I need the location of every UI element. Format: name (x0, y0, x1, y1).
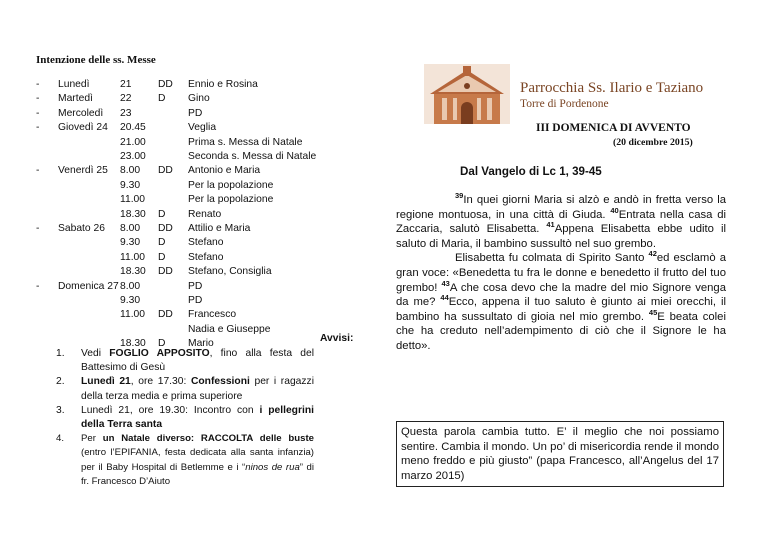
schedule-time: 23 (120, 107, 132, 119)
schedule-intention: Mario (188, 338, 214, 350)
schedule-day: Domenica 27 (58, 280, 119, 292)
verse-number: 45 (648, 307, 658, 317)
parish-name: Parrocchia Ss. Ilario e Taziano (520, 80, 704, 96)
verse-number: 43 (441, 278, 450, 288)
schedule-intention: Prima s. Messa di Natale (188, 136, 303, 148)
schedule-time: 22 (120, 93, 132, 105)
schedule-intention: Renato (188, 208, 222, 220)
schedule-dash: - (36, 280, 40, 292)
item-number: 2. (56, 376, 65, 388)
schedule-cel: D (158, 208, 166, 220)
schedule-day: Giovedì 24 (58, 122, 108, 134)
verse-number: 39 (455, 191, 464, 201)
schedule-intention: Per la popolazione (188, 194, 274, 206)
schedule-intention: Attilio e Maria (188, 223, 251, 234)
bulletin-date: (20 dicembre 2015) (613, 137, 693, 148)
schedule-intention: Stefano (188, 237, 224, 249)
schedule-dash: - (36, 223, 40, 234)
schedule-day: Martedì (58, 93, 93, 105)
gospel-paragraph (396, 193, 726, 251)
list-item: 3. Lunedì 21, ore 19.30: Incontro con i pellegrini della Terra santa (56, 404, 314, 431)
schedule-time: 23.00 (120, 151, 146, 162)
schedule-time: 11.00 (120, 309, 146, 321)
schedule-time: 11.00 (120, 194, 146, 206)
schedule-cel: DD (158, 223, 173, 234)
schedule-intention: PD (188, 107, 203, 119)
gospel-text (396, 193, 726, 354)
schedule-cel: DD (158, 165, 173, 177)
schedule-intention: PD (188, 295, 203, 306)
verse-text: In quei giorni Maria si alzò e andò in fretta verso la regione montuosa, in una città di Giuda. (396, 194, 726, 221)
verse-text: ed esclamò a gran voce: «Benedetta tu fra le donne e benedetto il frutto del tuo grembo! (396, 252, 726, 294)
item-number: 1. (56, 348, 65, 359)
gospel-paragraph (396, 251, 726, 353)
gospel-title: Dal Vangelo di Lc 1, 39-45 (460, 165, 602, 178)
schedule-intention: Seconda s. Messa di Natale (188, 151, 317, 162)
verse-text: Appena Elisabetta ebbe udito il saluto di Maria, il bambino sussultò nel suo grembo. (396, 223, 726, 250)
schedule-time: 20.45 (120, 122, 146, 134)
schedule-time: 21 (120, 79, 132, 90)
quote-box: Questa parola cambia tutto. E’ il meglio che noi possiamo sentire. Cambia il mondo. Un po’ di misericordia rende il mondo meno freddo e più giusto” (papa Francesco, all’Angelus del 17 marzo 2015) (396, 421, 724, 487)
schedule-dash: - (36, 93, 40, 105)
verse-text: A che cosa devo che la madre del mio Signore venga da me? (396, 281, 726, 309)
schedule-dash: - (36, 107, 40, 119)
schedule-day: Sabato 26 (58, 223, 105, 234)
schedule-cel: D (158, 93, 166, 105)
schedule-cel: D (158, 338, 166, 350)
schedule-time: 18.30 (120, 338, 146, 350)
schedule-dash: - (36, 165, 40, 177)
schedule-intention: Nadia e Giuseppe (188, 323, 271, 335)
schedule-intention: Stefano (188, 251, 224, 263)
liturgical-day: III DOMENICA DI AVVENTO (536, 122, 691, 134)
list-item: 1. Vedi FOGLIO APPOSITO, fino alla festa del Battesimo di Gesù (56, 348, 314, 374)
list-item: 4. Per un Natale diverso: RACCOLTA delle buste (entro l’EPIFANIA, festa dedicata alla santa infanzia) per il Baby Hospital di Betlemme e i “ninos de rua” di fr. Francesco D’Aiuto (56, 433, 314, 487)
schedule-dash: - (36, 122, 40, 134)
list-item: 2. Lunedì 21, ore 17.30: Confessioni per i ragazzi della terza media e prima superiore (56, 376, 314, 402)
avvisi-list (36, 347, 314, 489)
schedule-intention: Antonio e Maria (188, 165, 261, 177)
item-number: 4. (56, 433, 65, 445)
verse-number: 41 (546, 220, 555, 230)
verse-number: 40 (610, 205, 619, 215)
schedule-day: Lunedì (58, 79, 90, 90)
schedule-intention: PD (188, 280, 203, 292)
schedule-time: 18.30 (120, 208, 146, 220)
schedule-dash: - (36, 79, 40, 90)
church-facade-icon (424, 64, 510, 124)
parish-place: Torre di Pordenone (520, 98, 609, 110)
avvisi-title: Avvisi: (320, 333, 354, 344)
schedule-time: 9.30 (120, 179, 141, 191)
verse-text: Entrata nella casa di Zaccaria, salutò Elisabetta. (396, 208, 726, 236)
schedule-intention: Gino (188, 93, 210, 105)
schedule-intention: Ennio e Rosina (188, 79, 258, 90)
schedule-day: Venerdì 25 (58, 165, 108, 177)
schedule-time: 9.30 (120, 237, 141, 249)
masses-title: Intenzione delle ss. Messe (36, 54, 156, 66)
schedule-time: 8.00 (120, 165, 141, 177)
schedule-day: Mercoledì (58, 107, 104, 119)
schedule-intention: Stefano, Consiglia (188, 266, 272, 278)
schedule-time: 8.00 (120, 223, 141, 234)
schedule-time: 18.30 (120, 266, 146, 278)
verse-number: 44 (440, 293, 449, 303)
verse-text: E beata colei che ha creduto nell’adempimento di ciò che il Signore le ha detto». (396, 310, 726, 352)
verse-number: 42 (648, 249, 657, 259)
schedule-intention: Francesco (188, 309, 237, 321)
schedule-time: 8.00 (120, 280, 141, 292)
schedule-cel: DD (158, 309, 173, 321)
schedule-intention: Veglia (188, 122, 217, 134)
schedule-time: 21.00 (120, 136, 146, 148)
verse-text: Ecco, appena il tuo saluto è giunto ai miei orecchi, il bambino ha sussultato di gioia nel mio grembo. (396, 296, 726, 323)
schedule-cel: DD (158, 79, 173, 90)
schedule-cel: D (158, 237, 166, 249)
schedule-cel: D (158, 251, 166, 263)
verse-text: Elisabetta fu colmata di Spirito Santo (455, 252, 649, 265)
schedule-intention: Per la popolazione (188, 179, 274, 191)
schedule-time: 9.30 (120, 295, 141, 306)
schedule-cel: DD (158, 266, 173, 278)
schedule-time: 11.00 (120, 251, 146, 263)
item-number: 3. (56, 404, 65, 416)
mass-schedule (0, 78, 320, 358)
